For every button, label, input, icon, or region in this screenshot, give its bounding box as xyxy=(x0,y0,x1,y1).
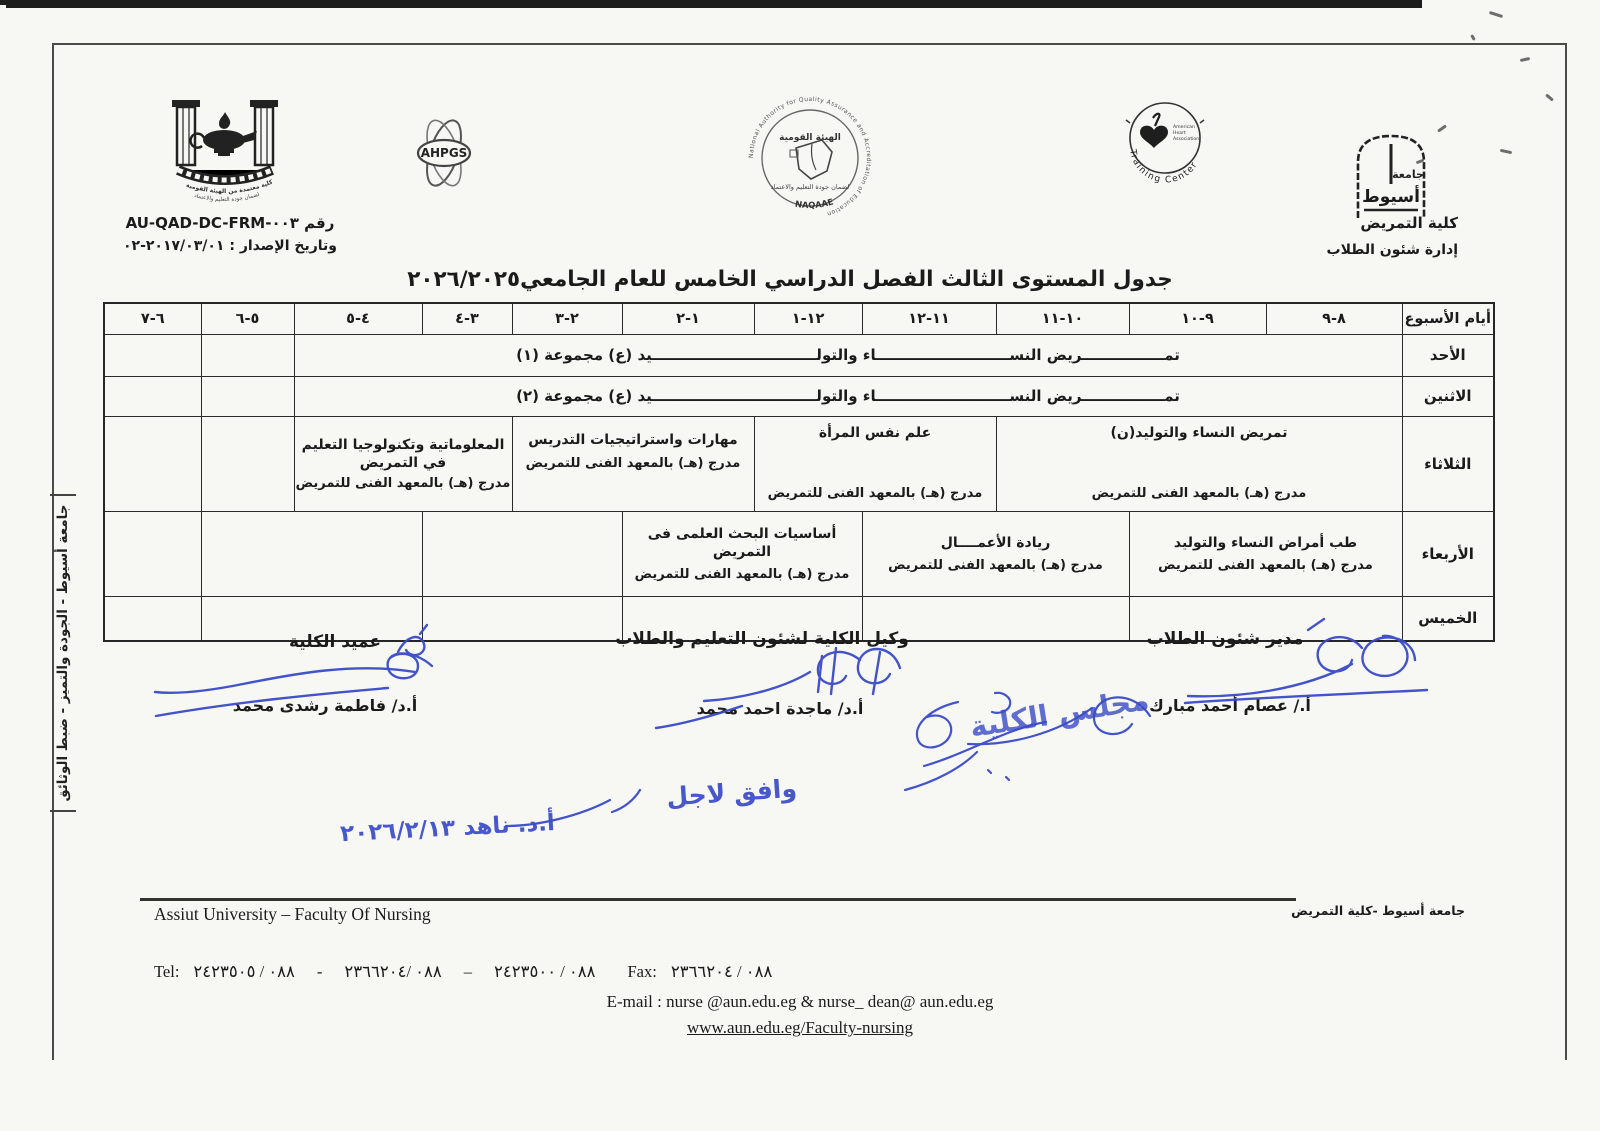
course-title: أساسيات البحث العلمى فى التمريض xyxy=(647,525,837,560)
empty-cell xyxy=(201,416,294,511)
signature-name-essam: أ./ عصام أحمد مبارك xyxy=(1149,696,1311,715)
side-vertical-text-wrap xyxy=(30,485,96,821)
time-slot-header: ٣-٤ xyxy=(422,303,512,334)
empty-cell xyxy=(104,376,201,416)
empty-cell xyxy=(422,511,622,596)
page-title: جدول المستوى الثالث الفصل الدراسي الخامس للعام الجامعي٢٠٢٦/٢٠٢٥ xyxy=(407,267,1173,292)
sunday-row xyxy=(104,334,1494,376)
empty-cell xyxy=(201,334,294,376)
time-slot-header: ١٠-١١ xyxy=(996,303,1129,334)
naqaae-arabic-sub: لضمان جودة التعليم والاعتماد xyxy=(770,183,850,191)
day-label-sunday: الأحد xyxy=(1402,334,1494,376)
emblem-arc-text: كلية معتمدة من الهيئة القومية xyxy=(185,178,274,196)
issue-date-value: ٢٠١٧/٠٣/٠١-٠٢ xyxy=(122,238,225,254)
course-location: مدرج (هـ) بالمعهد الفنى للتمريض xyxy=(888,557,1103,573)
assiut-logo-word2: أسيوط xyxy=(1362,187,1420,207)
footer-email-line: E-mail : nurse @aun.edu.eg & nurse_ dean@ aun.edu.eg xyxy=(606,992,994,1011)
assiut-university-logo xyxy=(1346,126,1436,220)
sunday-session-cell: تمــــــــــــــــريض النســــــــــــــــــــــــــاء والتولــــــــــــــــــــــــــــــــيد (ع) مجموعة (١) xyxy=(294,334,1402,376)
empty-cell xyxy=(104,596,201,641)
course-cell xyxy=(294,416,512,511)
course-cell xyxy=(862,511,1129,596)
separator: – xyxy=(463,962,473,981)
table-header-row xyxy=(104,303,1494,334)
course-cell xyxy=(754,416,996,511)
course-cell xyxy=(1129,511,1402,596)
separator: - xyxy=(316,962,323,981)
tuesday-row xyxy=(104,416,1494,511)
time-slot-header: ٩-١٠ xyxy=(1129,303,1266,334)
signature-name-magda: أ.د/ ماجدة احمد محمد xyxy=(696,699,864,718)
course-cell xyxy=(622,511,862,596)
scan-edge-notch xyxy=(0,0,8,5)
footer-university-en: Assiut University – Faculty Of Nursing xyxy=(154,904,431,924)
course-title: المعلوماتية وتكنولوجيا التعليم في التمريض xyxy=(301,436,505,471)
aha-text-3: Association xyxy=(1173,137,1200,142)
empty-cell xyxy=(104,416,201,511)
doc-code-value: AU-QAD-DC-FRM-٠٠٣ xyxy=(125,214,299,232)
pen-speck xyxy=(1470,34,1476,41)
faculty-label: كلية التمريض xyxy=(1360,214,1458,232)
doc-code-label: رقم xyxy=(304,214,335,232)
time-slot-header: ٦-٧ xyxy=(104,303,201,334)
time-slot-header: ٨-٩ xyxy=(1266,303,1402,334)
department-labels xyxy=(1296,210,1458,264)
side-text-tick xyxy=(50,810,76,812)
course-location: مدرج (هـ) بالمعهد الفنى للتمريض xyxy=(1091,485,1307,501)
tel-number-2: ٠٨٨ /٢٣٦٦٢٠٤ xyxy=(344,962,442,981)
emblem-arc-text-2: لضمان جودة التعليم والاعتماد xyxy=(193,191,261,204)
pen-speck xyxy=(1489,11,1503,18)
fax-label: Fax: xyxy=(627,962,657,981)
assiut-logo-word1: جامعة xyxy=(1392,168,1424,181)
time-slot-header: ١٢-١ xyxy=(754,303,862,334)
aha-text-2: Heart xyxy=(1173,131,1186,136)
training-center-arc-text: Training Center xyxy=(1127,148,1201,186)
svg-text:NAQAAE xyxy=(794,197,835,211)
heart-icon xyxy=(1140,126,1168,148)
svg-text:Training Center xyxy=(1127,148,1200,186)
document-code-block xyxy=(104,212,356,258)
empty-cell xyxy=(104,511,201,596)
torch-flame-icon xyxy=(1153,114,1159,126)
signature-title-dean: عميد الكلية xyxy=(289,632,381,652)
course-location: مدرج (هـ) بالمعهد الفنى للتمريض xyxy=(525,455,741,471)
handwritten-approval-note: وافق لاجل xyxy=(665,773,798,812)
naqaae-ring-text: National Authority for Quality Assurance and Accreditation of Education xyxy=(747,95,873,218)
signature-name-fatma: أ.د/ فاطمة رشدى محمد xyxy=(232,696,418,715)
aha-training-center-logo xyxy=(1110,98,1220,188)
footer-university-ar: جامعة أسيوط -كلية التمريض xyxy=(1291,903,1465,918)
svg-text:National Authority for Quality xyxy=(748,96,872,217)
issue-date-label: وتاريخ الإصدار : xyxy=(229,238,338,254)
naqaae-seal-logo xyxy=(738,92,882,224)
oil-lamp-icon xyxy=(203,130,245,150)
time-slot-header: ١١-١٢ xyxy=(862,303,996,334)
corner-header-cell: أيام الأسبوع xyxy=(1402,303,1494,334)
faculty-of-nursing-emblem-logo xyxy=(166,98,284,210)
empty-cell xyxy=(201,376,294,416)
course-title: طب أمراض النساء والتوليد xyxy=(1173,534,1358,551)
empty-cell xyxy=(201,511,422,596)
ahpgs-text: AHPGS xyxy=(420,146,468,160)
course-location: مدرج (هـ) بالمعهد الفنى للتمريض xyxy=(634,566,850,582)
course-title: تمريض النساء والتوليد(ن) xyxy=(1110,424,1288,441)
naqaae-arabic-title: الهيئة القومية xyxy=(779,133,841,143)
side-vertical-text: جامعة أسيوط - الجودة والتميز - ضبط الوثائق xyxy=(55,504,71,802)
aha-text-1: American xyxy=(1173,125,1195,130)
signature-title-student-affairs: مدير شئون الطلاب xyxy=(1146,629,1304,649)
footer-phone-line xyxy=(154,962,786,982)
time-slot-header: ٤-٥ xyxy=(294,303,422,334)
ahpgs-logo xyxy=(404,114,484,192)
handwritten-name-date-note: أ.د. ناهد ٢٠٢٦/٢/١٣ xyxy=(339,810,556,848)
time-slot-header: ٥-٦ xyxy=(201,303,294,334)
day-label-wednesday: الأربعاء xyxy=(1402,511,1494,596)
lamp-flame-icon xyxy=(219,112,230,129)
monday-session-cell: تمــــــــــــــــريض النســــــــــــــــــــــــــاء والتولــــــــــــــــــــــــــــــــيد (ع) مجموعة (٢) xyxy=(294,376,1402,416)
course-title: علم نفس المرأة xyxy=(818,424,932,441)
empty-cell xyxy=(104,334,201,376)
doc-code-line xyxy=(104,212,356,235)
empty-cell xyxy=(422,596,622,641)
issue-date-line xyxy=(104,235,356,258)
course-location: مدرج (هـ) بالمعهد الفنى للتمريض xyxy=(295,475,511,491)
naqaae-name-text: NAQAAE xyxy=(794,197,835,212)
course-cell xyxy=(996,416,1402,511)
weekly-schedule-table xyxy=(103,302,1495,642)
footer-website-url: www.aun.edu.eg/Faculty-nursing xyxy=(687,1018,913,1037)
day-label-thursday: الخميس xyxy=(1402,596,1494,641)
tel-number-1: ٠٨٨ / ٢٤٢٣٥٠٠ xyxy=(494,962,596,981)
monday-row xyxy=(104,376,1494,416)
course-cell xyxy=(512,416,754,511)
egypt-map-icon xyxy=(796,140,832,179)
time-slot-header: ١-٢ xyxy=(622,303,754,334)
scan-edge-strip xyxy=(6,0,1422,8)
tel-label: Tel: xyxy=(154,962,180,981)
day-label-tuesday: الثلاثاء xyxy=(1402,416,1494,511)
time-slot-header: ٢-٣ xyxy=(512,303,622,334)
course-location: مدرج (هـ) بالمعهد الفنى للتمريض xyxy=(1158,557,1373,573)
course-title: مهارات واستراتيجيات التدريس xyxy=(528,431,738,448)
footer-rule xyxy=(140,898,1296,901)
course-title: ريادة الأعمــــال xyxy=(940,534,1051,551)
signature-title-vice-dean: وكيل الكلية لشئون التعليم والطلاب xyxy=(615,629,909,649)
wednesday-row xyxy=(104,511,1494,596)
handwritten-council-note: مجلس الكلية xyxy=(967,682,1152,745)
day-label-monday: الاثنين xyxy=(1402,376,1494,416)
course-location: مدرج (هـ) بالمعهد الفنى للتمريض xyxy=(767,485,983,501)
tel-number-3: ٠٨٨ / ٢٤٢٣٥٠٥ xyxy=(193,962,295,981)
student-affairs-label: إدارة شئون الطلاب xyxy=(1326,242,1458,258)
fax-number: ٠٨٨ / ٢٣٦٦٢٠٤ xyxy=(670,962,773,981)
